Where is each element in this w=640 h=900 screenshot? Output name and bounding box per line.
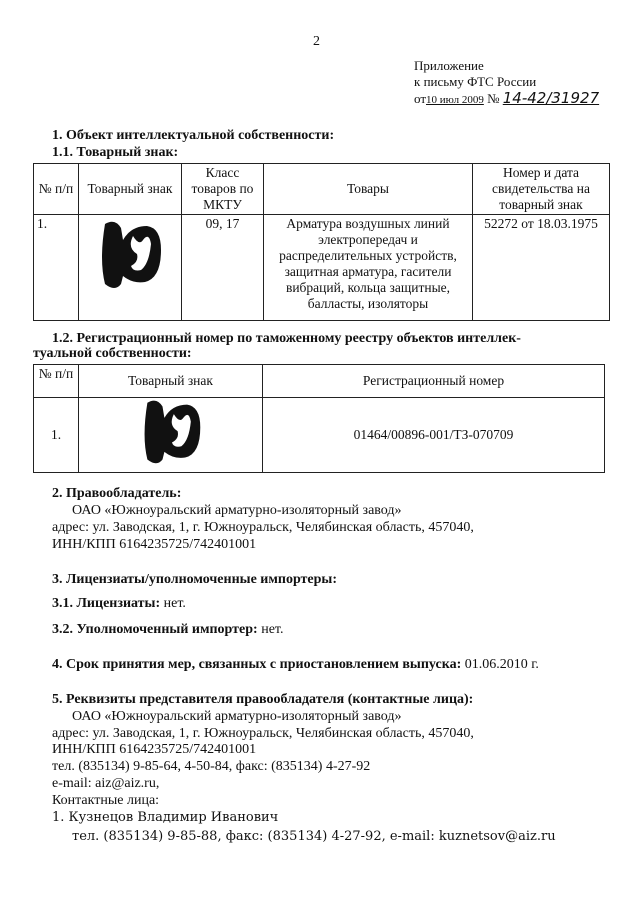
row-number: 1.	[34, 215, 79, 321]
rep-name: ОАО «Южноуральский арматурно-изоляторный завод»	[72, 709, 402, 724]
header-cell: № п/п	[34, 365, 79, 398]
header-cell: Номер и дата свидетельства на товарный знак	[473, 164, 610, 215]
header-cell: № п/п	[34, 164, 79, 215]
trademark-logo	[79, 398, 263, 473]
appendix-line1: Приложение	[414, 58, 484, 73]
certificate-number-date: 52272 от 18.03.1975	[473, 215, 610, 321]
table-row	[34, 215, 610, 321]
table-row	[34, 398, 605, 473]
contacts-label: Контактные лица:	[52, 793, 160, 808]
appendix-line2: к письму ФТС России	[414, 74, 537, 89]
section-1-2-title-line1: 1.2. Регистрационный номер по таможенному реестру объектов интеллек-	[52, 331, 521, 346]
rep-inn: ИНН/КПП 6164235725/742401001	[52, 742, 257, 757]
section-5-title: 5. Реквизиты представителя правообладателя (контактные лица):	[52, 692, 474, 707]
licensees-value: нет.	[160, 596, 186, 611]
rep-address: адрес: ул. Заводская, 1, г. Южноуральск, Челябинская область, 457040,	[52, 726, 474, 741]
header-cell: Товары	[264, 164, 473, 215]
licensees	[52, 596, 186, 612]
contact-1-name: 1. Кузнецов Владимир Иванович	[52, 810, 279, 825]
mktu-classes: 09, 17	[182, 215, 264, 321]
rep-email: e-mail: aiz@aiz.ru,	[52, 776, 160, 791]
registration-number: 01464/00896-001/ТЗ-070709	[263, 398, 605, 473]
registration-table	[33, 364, 605, 473]
date-prefix: от	[414, 91, 427, 106]
rep-phone: тел. (835134) 9-85-64, 4-50-84, факс: (835134) 4-27-92	[52, 759, 371, 774]
importer-label: 3.2. Уполномоченный импортер:	[52, 622, 258, 637]
table-header-row	[34, 365, 605, 398]
number-prefix: №	[487, 91, 500, 106]
section-4-label: 4. Срок принятия мер, связанных с приостановлением выпуска:	[52, 657, 462, 672]
header-cell: Класс товаров по МКТУ	[182, 164, 264, 215]
importer	[52, 622, 283, 638]
owner-inn: ИНН/КПП 6164235725/742401001	[52, 537, 257, 552]
owner-address: адрес: ул. Заводская, 1, г. Южноуральск, Челябинская область, 457040,	[52, 520, 474, 535]
section-1-title: 1. Объект интеллектуальной собственности:	[52, 128, 335, 143]
section-2-title: 2. Правообладатель:	[52, 486, 182, 501]
section-4-value: 01.06.2010 г.	[461, 657, 539, 672]
page-number: 2	[313, 34, 320, 49]
letter-date: 10 июл 2009	[426, 94, 484, 106]
header-cell: Товарный знак	[79, 365, 263, 398]
section-1-2-title-line2: туальной собственности:	[33, 346, 192, 361]
importer-value: нет.	[257, 622, 284, 637]
owner-name: ОАО «Южноуральский арматурно-изоляторный завод»	[72, 503, 402, 518]
section-1-1-title: 1.1. Товарный знак:	[52, 145, 179, 160]
section-4	[52, 657, 539, 673]
letter-number: 14-42/31927	[502, 89, 600, 107]
trademark-table	[33, 163, 610, 321]
trademark-logo	[79, 215, 182, 321]
header-cell: Регистрационный номер	[263, 365, 605, 398]
table-header-row	[34, 164, 610, 215]
section-3-title: 3. Лицензиаты/уполномоченные импортеры:	[52, 572, 338, 587]
row-number: 1.	[34, 398, 79, 473]
licensees-label: 3.1. Лицензиаты:	[52, 596, 161, 611]
goods-list: Арматура воздушных линий электропередач и распределительных устройств, защитная арматура, гасители вибраций, кольца защитные, балласты, изоляторы	[264, 215, 473, 321]
appendix-date-line	[414, 89, 599, 107]
contact-1-details: тел. (835134) 9-85-88, факс: (835134) 4-27-92, e-mail: kuznetsov@aiz.ru	[72, 829, 556, 844]
header-cell: Товарный знак	[79, 164, 182, 215]
